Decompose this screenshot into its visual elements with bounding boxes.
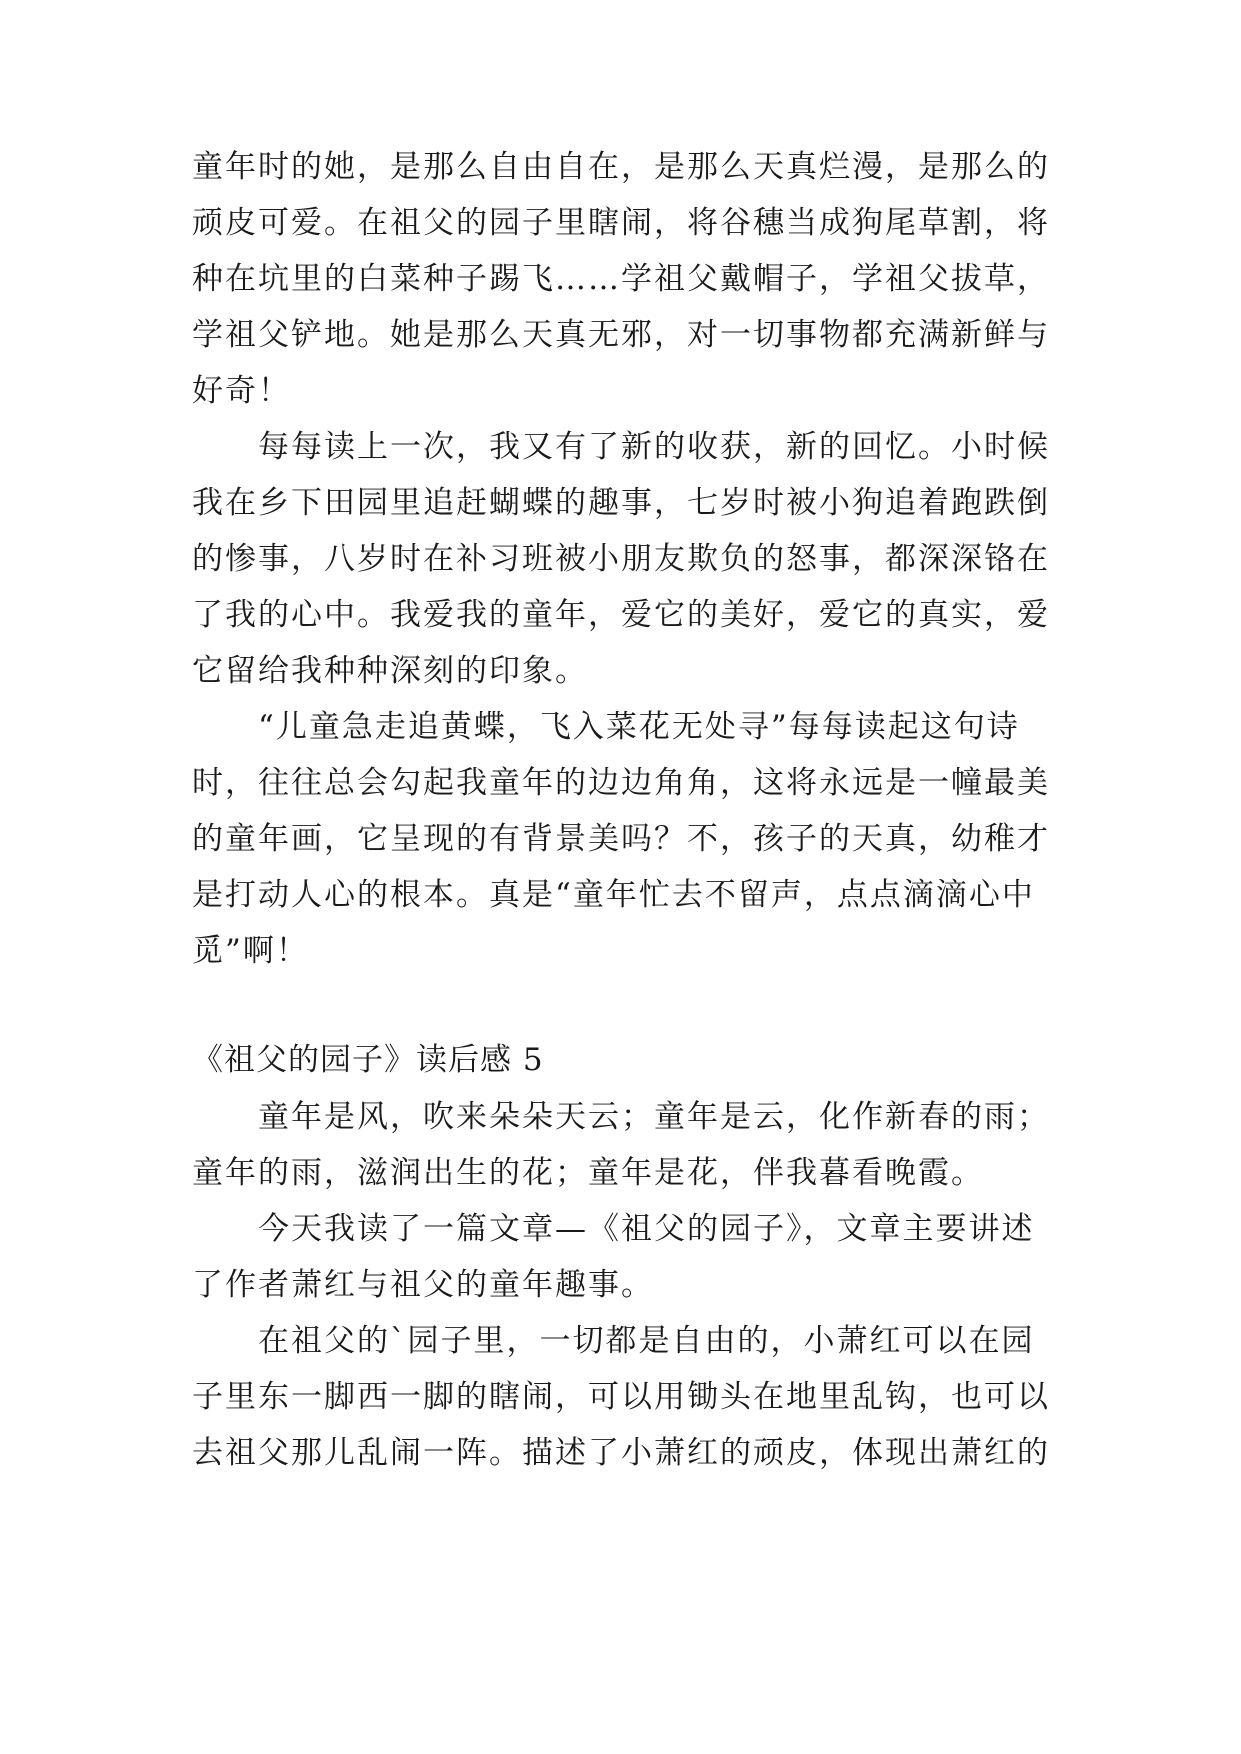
paragraph-line: “儿童急走追黄蝶，飞入菜花无处寻”每每读起这句诗 — [192, 709, 1020, 745]
paragraph-line: 在祖父的`园子里，一切都是自由的，小萧红可以在园 — [192, 1323, 1035, 1359]
paragraph-line: 我在乡下田园里追赶蝴蝶的趣事，七岁时被小狗追着跑跌倒 — [192, 485, 1050, 521]
paragraph-line: 了作者萧红与祖父的童年趣事。 — [192, 1267, 654, 1303]
paragraph-line: 每每读上一次，我又有了新的收获，新的回忆。小时候 — [192, 429, 1050, 465]
paragraph-line: 了我的心中。我爱我的童年，爱它的美好，爱它的真实，爱 — [192, 597, 1050, 633]
paragraph-line: 它留给我种种深刻的印象。 — [192, 653, 588, 689]
section-heading: 《祖父的园子》读后感 5 — [192, 1042, 544, 1078]
paragraph-line: 子里东一脚西一脚的瞎闹，可以用锄头在地里乱钩，也可以 — [192, 1379, 1050, 1415]
paragraph-line: 顽皮可爱。在祖父的园子里瞎闹，将谷穗当成狗尾草割，将 — [192, 205, 1050, 241]
paragraph-line: 觅”啊！ — [192, 933, 309, 969]
paragraph-line: 的惨事，八岁时在补习班被小朋友欺负的怒事，都深深铬在 — [192, 541, 1050, 577]
paragraph-line: 种在坑里的白菜种子踢飞……学祖父戴帽子，学祖父拔草， — [192, 261, 1050, 297]
paragraph-line: 好奇！ — [192, 373, 291, 409]
paragraph-line: 去祖父那儿乱闹一阵。描述了小萧红的顽皮，体现出萧红的 — [192, 1435, 1050, 1471]
paragraph-line: 童年是风，吹来朵朵天云；童年是云，化作新春的雨； — [192, 1099, 1050, 1135]
paragraph-line: 的童年画，它呈现的有背景美吗？不，孩子的天真，幼稚才 — [192, 821, 1050, 857]
paragraph-line: 童年的雨，滋润出生的花；童年是花，伴我暮看晚霞。 — [192, 1155, 984, 1191]
paragraph-line: 童年时的她，是那么自由自在，是那么天真烂漫，是那么的 — [192, 149, 1050, 185]
paragraph-line: 学祖父铲地。她是那么天真无邪，对一切事物都充满新鲜与 — [192, 317, 1050, 353]
paragraph-line: 今天我读了一篇文章—《祖父的园子》，文章主要讲述 — [192, 1211, 1035, 1247]
paragraph-line: 是打动人心的根本。真是“童年忙去不留声，点点滴滴心中 — [192, 877, 1035, 913]
paragraph-line: 时，往往总会勾起我童年的边边角角，这将永远是一幢最美 — [192, 765, 1050, 801]
